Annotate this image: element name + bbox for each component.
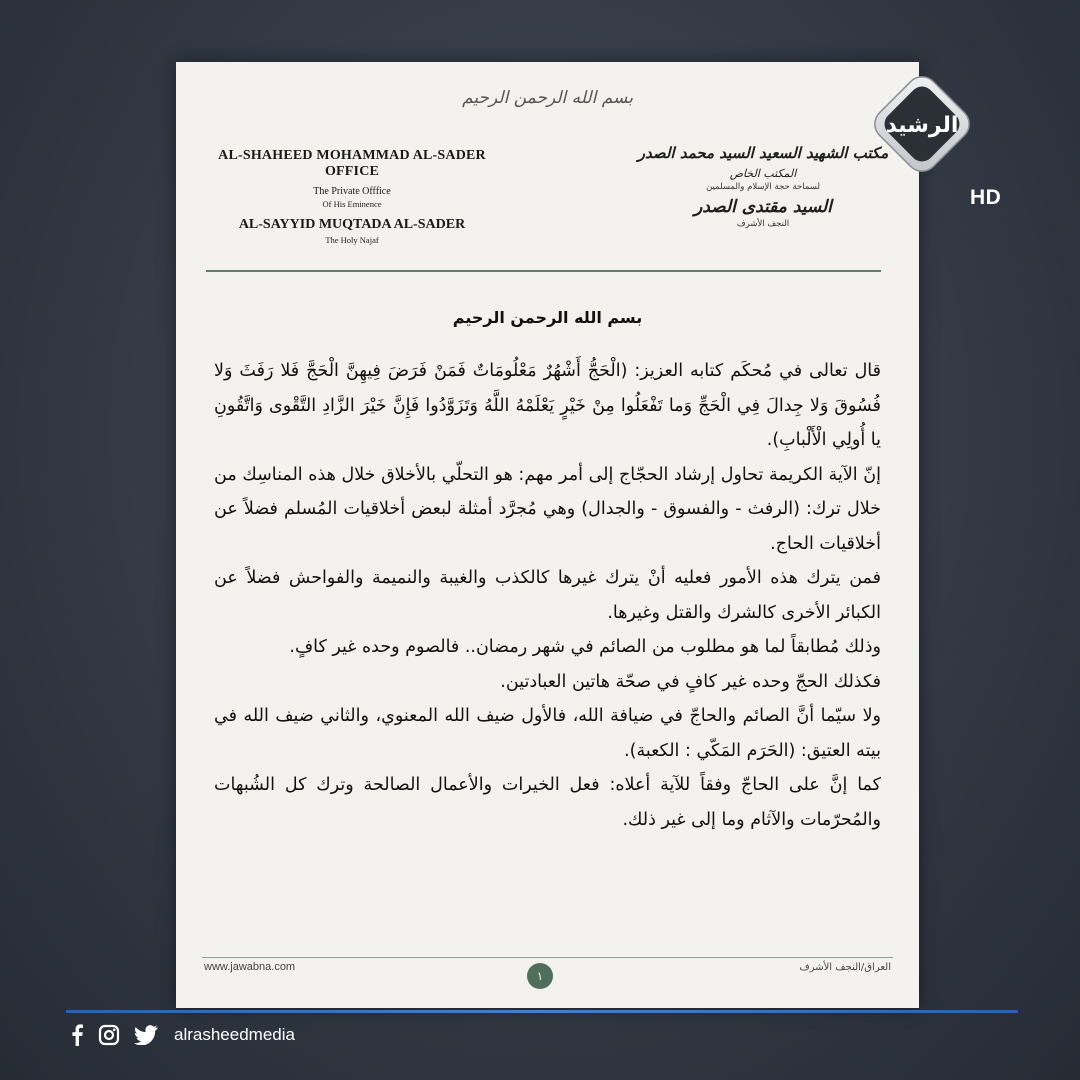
english-of-his-eminence: Of His Eminence [322, 199, 382, 209]
page-number-badge: ١ [527, 963, 553, 989]
hd-badge: HD [970, 186, 1002, 209]
logo-text: الرشيد [885, 113, 959, 138]
body-title: بسم الله الرحمن الرحيم [452, 308, 643, 327]
alrasheed-logo-icon [862, 64, 982, 184]
body-paragraph: ولا سيّما أنَّ الصائم والحاجّ في ضيافة الله، فالأول ضيف الله المعنوي، والثاني ضيف الله في بيته العتيق: (الحَرَم المَكّي : الكعبة). [214, 706, 881, 761]
body-paragraph: فكذلك الحجّ وحده غير كافٍ في صحّة هاتين العبادتين. [500, 671, 881, 692]
body-paragraph: قال تعالى في مُحكَم كتابه العزيز: (الْحَجُّ أَشْهُرٌ مَعْلُومَاتٌ فَمَنْ فَرَضَ فِيهِنَّ الْحَجَّ فَلا رَفَثَ وَلا فُسُوقَ وَلا جِدالَ فِي الْحَجِّ وَما تَفْعَلُوا مِنْ خَيْرٍ يَعْلَمْهُ اللَّهُ وَتَزَوَّدُوا فَإِنَّ خَيْرَ الزَّادِ التَّقْوى وَاتَّقُونِ يا أُولِي الْأَلْبابِ). [214, 361, 881, 450]
header-divider [206, 270, 881, 272]
english-sayyid-name: AL-SAYYID MUQTADA AL-SADER [238, 217, 466, 232]
arabic-sayyid-name: السيد مقتدى الصدر [694, 197, 832, 217]
english-letterhead [202, 148, 502, 245]
twitter-icon[interactable] [134, 1025, 158, 1045]
arabic-letterhead [633, 144, 893, 229]
footer-divider [202, 957, 893, 958]
instagram-icon[interactable] [98, 1024, 120, 1046]
arabic-holy-najaf: النجف الأشرف [736, 219, 790, 229]
basmala-calligraphy: بسم الله الرحمن الرحيم [462, 88, 633, 108]
footer-website: www.jawabna.com [204, 961, 296, 973]
body-paragraph: فمن يترك هذه الأمور فعليه أنْ يترك غيرها كالكذب والغيبة والنميمة والفواحش فضلاً عن الكبائر الأخرى كالشرك والقتل وغيرها. [214, 568, 881, 623]
footer-location: العراق/النجف الأشرف [799, 962, 891, 973]
letter-body [214, 354, 881, 837]
english-office-name: AL-SHAHEED MOHAMMAD AL-SADER OFFICE [218, 148, 486, 179]
arabic-office-name: مكتب الشهيد السعيد السيد محمد الصدر [637, 144, 889, 162]
social-bar [70, 1023, 295, 1047]
arabic-of-his-eminence: لسماحة حجة الإسلام والمسلمين [706, 182, 820, 192]
english-holy-najaf: The Holy Najaf [325, 235, 379, 245]
social-handle[interactable]: alrasheedmedia [174, 1025, 295, 1044]
accent-divider [66, 1010, 1018, 1013]
body-paragraph: كما إنَّ على الحاجّ وفقاً للآية أعلاه: فعل الخيرات والأعمال الصالحة وترك كل الشُبهات والمُحرّمات والآثام وما إلى غير ذلك. [214, 775, 881, 830]
body-paragraph: إنّ الآية الكريمة تحاول إرشاد الحجّاج إلى أمر مهم: هو التحلّي بالأخلاق خلال هذه المناسِك من خلال ترك: (الرفث - والفسوق - والجدال) وهي مُجرَّد أمثلة لبعض أخلاقيات المُسلم فضلاً عن أخلاقيات الحاج. [214, 464, 881, 554]
facebook-icon[interactable] [70, 1024, 84, 1046]
english-private-office: The Private Offfice [313, 186, 391, 197]
letter-page [176, 62, 919, 1008]
body-paragraph: وذلك مُطابقاً لما هو مطلوب من الصائم في شهر رمضان.. فالصوم وحده غير كافٍ. [289, 637, 881, 657]
arabic-private-office: المكتب الخاص [729, 167, 797, 180]
